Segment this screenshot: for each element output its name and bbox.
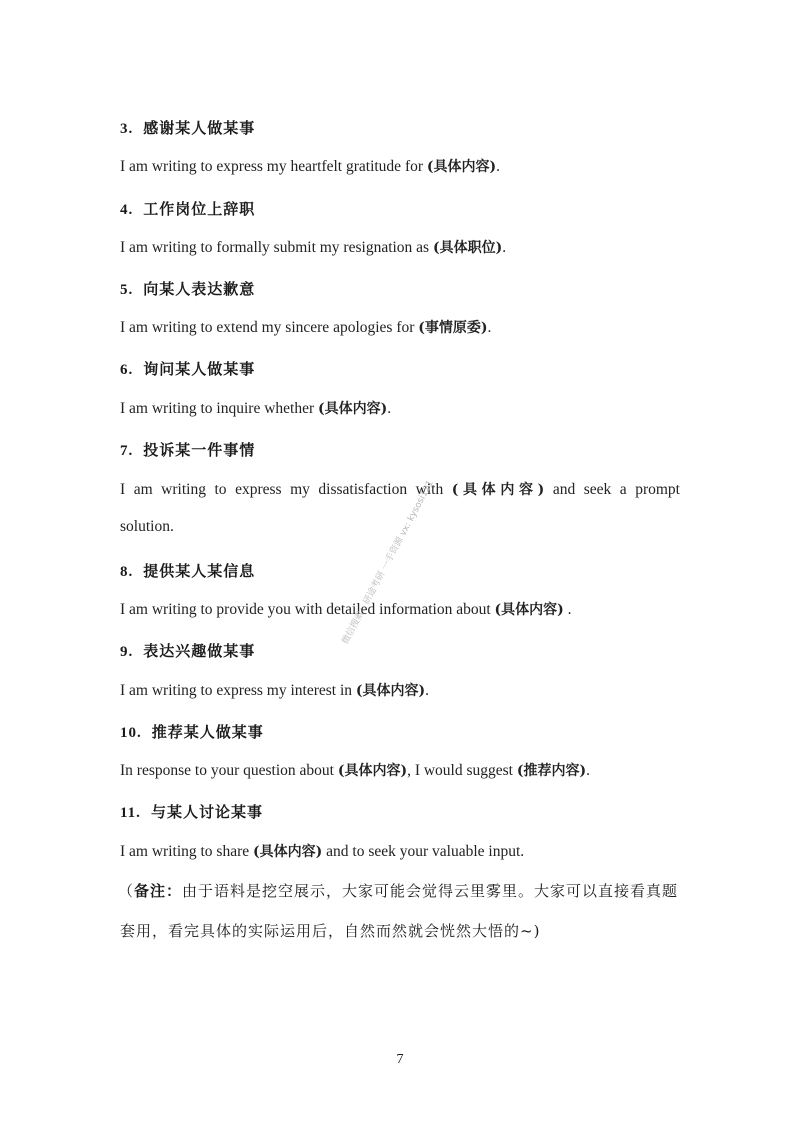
- placeholder-bold: (具体职位): [432, 240, 503, 256]
- item-7-sentence: I am writing to express my dissatisfaction with (具体内容) and seek a prompt: [120, 481, 680, 498]
- item-title: 向某人表达歉意: [143, 282, 256, 298]
- page-number: 7: [396, 1052, 404, 1067]
- item-number: 7.: [120, 443, 134, 459]
- placeholder-bold: (推荐内容): [516, 763, 587, 779]
- note-line-1: （备注：由于语料是挖空展示，大家可能会觉得云里雾里。大家可以直接看真题: [118, 882, 679, 900]
- item-5-sentence: I am writing to extend my sincere apologies for (事情原委).: [120, 319, 492, 336]
- item-5-heading: [120, 278, 255, 299]
- placeholder-bold: (事情原委): [418, 320, 488, 336]
- item-number: 8.: [120, 564, 134, 580]
- placeholder-bold: (具体内容): [355, 683, 426, 699]
- item-title: 推荐某人做某事: [151, 725, 264, 741]
- item-7-sentence-continuation: solution.: [120, 518, 174, 535]
- item-11-heading: [120, 801, 263, 822]
- item-number: 3.: [120, 121, 134, 137]
- placeholder-bold: (具体内容): [426, 159, 497, 175]
- item-8-heading: [120, 560, 255, 581]
- note-label: 备注：: [134, 882, 183, 900]
- item-4-sentence: I am writing to formally submit my resignation as (具体职位).: [120, 239, 507, 256]
- item-title: 感谢某人做某事: [143, 121, 256, 137]
- item-9-heading: [120, 640, 255, 661]
- item-number: 6.: [120, 362, 134, 378]
- item-number: 5.: [120, 282, 134, 298]
- item-7-heading: [120, 439, 255, 460]
- placeholder-bold: (具体内容): [318, 401, 388, 417]
- item-3-heading: [120, 117, 255, 138]
- placeholder-bold: (具体内容): [451, 482, 545, 498]
- item-number: 11.: [120, 805, 141, 821]
- item-title: 投诉某一件事情: [143, 443, 256, 459]
- placeholder-bold: (具体内容): [337, 763, 408, 779]
- item-9-sentence: I am writing to express my interest in (具体内容).: [120, 682, 430, 699]
- item-10-heading: [120, 721, 264, 742]
- item-3-sentence: I am writing to express my heartfelt gratitude for (具体内容).: [120, 158, 501, 175]
- item-6-sentence: I am writing to inquire whether (具体内容).: [120, 400, 392, 417]
- item-8-sentence: I am writing to provide you with detailed information about (具体内容) .: [120, 601, 572, 618]
- item-6-heading: [120, 358, 255, 379]
- item-number: 4.: [120, 202, 134, 218]
- item-number: 10.: [120, 725, 142, 741]
- watermark: 微信搜索：研途考研 一手资源 vx: kysosi121: [340, 478, 436, 647]
- placeholder-bold: (具体内容): [253, 844, 323, 860]
- item-10-sentence: In response to your question about (具体内容), I would suggest (推荐内容).: [120, 762, 590, 779]
- item-title: 表达兴趣做某事: [143, 644, 256, 660]
- item-4-heading: [120, 198, 255, 219]
- note-line-2: 套用，看完具体的实际运用后，自然而然就会恍然大悟的~): [120, 922, 541, 940]
- item-11-sentence: I am writing to share (具体内容) and to seek your valuable input.: [120, 843, 525, 860]
- item-title: 与某人讨论某事: [150, 805, 263, 821]
- item-title: 提供某人某信息: [143, 564, 256, 580]
- item-title: 询问某人做某事: [143, 362, 256, 378]
- placeholder-bold: (具体内容): [494, 602, 564, 618]
- item-title: 工作岗位上辞职: [143, 202, 256, 218]
- item-number: 9.: [120, 644, 134, 660]
